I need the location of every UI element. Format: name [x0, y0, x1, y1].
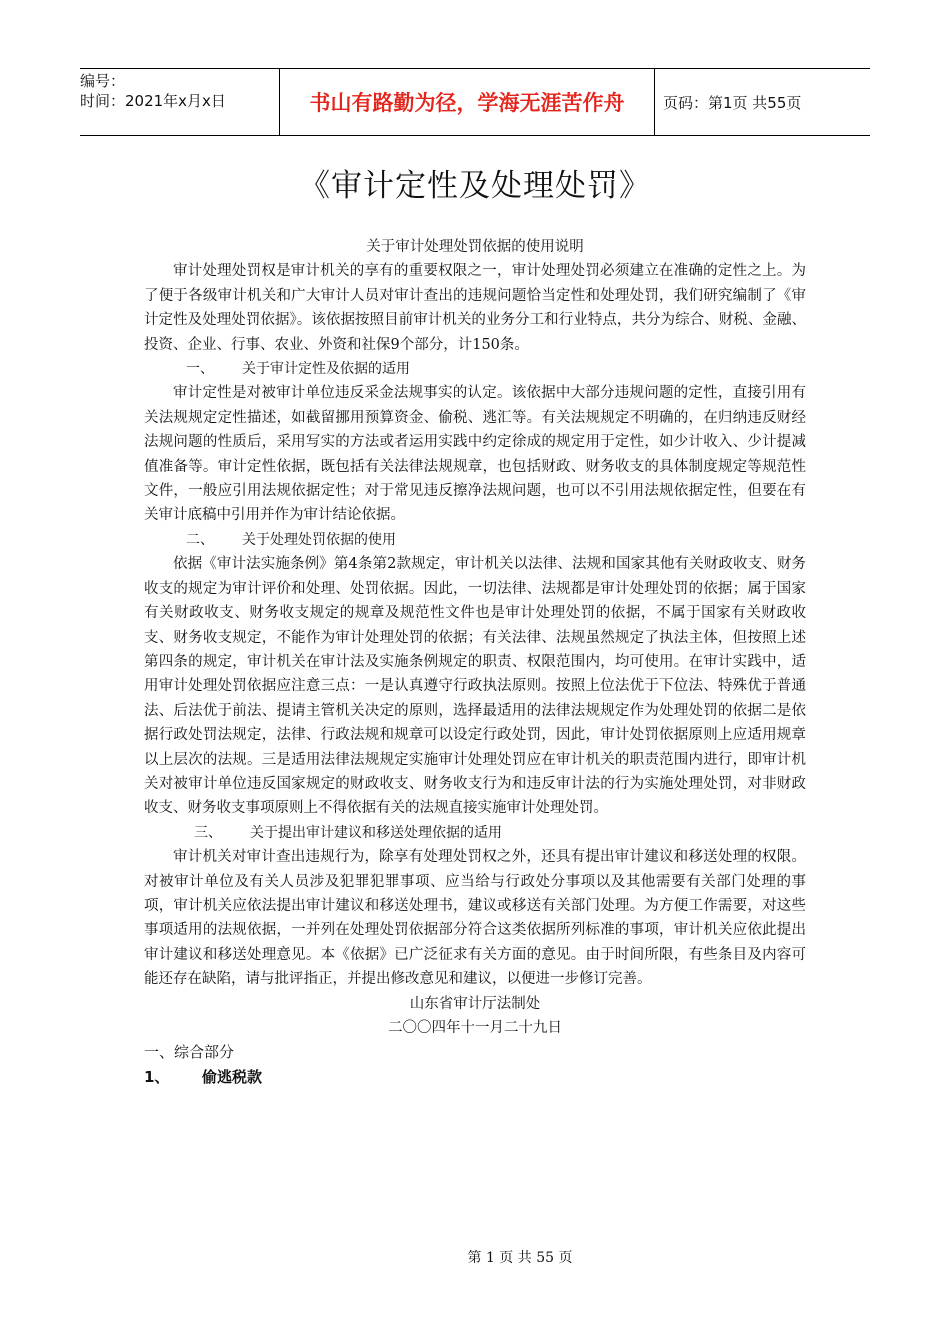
section-paragraph: 审计定性是对被审计单位违反采金法规事实的认定。该依据中大部分违规问题的定性，直接引用有关法规规定定性描述，如截留挪用预算资金、偷税、逃汇等。有关法规规定不明确的，在归纳违反财经法规问题的性质后，采用写实的方法或者运用实践中约定徐成的规定用于定性，如少计收入、少计提减值准备等。审计定性依据，既包括有关法律法规规章，也包括财政、财务收支的具体制度规定等规范性文件，一般应引用法规依据定性；对于常见违反擦净法规问题，也可以不引用法规依据定性，但要在有关审计底稿中引用并作为审计结论依据。 [144, 385, 806, 524]
item-number: 1、 [144, 1068, 170, 1087]
section-title: 关于审计定性及依据的适用 [242, 361, 410, 378]
page-footer: 第 1 页 共 55 页 [467, 1250, 573, 1266]
section-number: 二、 [186, 531, 214, 548]
header-left-cell [80, 69, 280, 135]
signature: 山东省审计厅法制处 [409, 995, 541, 1012]
part-heading: 一、综合部分 [144, 1043, 235, 1062]
header-table [80, 68, 870, 136]
page-info: 页码：第1页 共55页 [663, 93, 802, 112]
subtitle: 关于审计处理处罚依据的使用说明 [366, 239, 584, 255]
section-paragraph: 审计机关对审计查出违规行为，除享有处理处罚权之外，还具有提出审计建议和移送处理的权限。对被审计单位及有关人员涉及犯罪犯罪事项、应当给与行政处分事项以及其他需要有关部门处理的事项，审计机关应依法提出审计建议和移送处理书，建议或移送有关部门处理。为方便工作需要，对这些事项适用的法规依据，一并列在处理处罚依据部分符合这类依据所列标准的事项，审计机关应依此提出审计建议和移送处理意见。本《依据》已广泛征求有关方面的意见。由于时间所限，有些条目及内容可能还存在缺陷，请与批评指正，并提出修改意见和建议，以便进一步修订完善。 [144, 849, 806, 988]
section-heading [144, 528, 806, 552]
time-label: 时间：2021年x月x日 [80, 92, 226, 110]
section-heading [144, 821, 806, 845]
section-title: 关于处理处罚依据的使用 [242, 531, 396, 548]
intro-paragraph: 审计处理处罚权是审计机关的享有的重要权限之一，审计处理处罚必须建立在准确的定性之上。为了便于各级审计机关和广大审计人员对审计查出的违规问题恰当定性和处理处罚，我们研究编制了《审计定性及处理处罚依据》。该依据按照目前审计机关的业务分工和行业特点，共分为综合、财税、金融、投资、企业、行事、农业、外资和社保9个部分，计150条。 [144, 263, 806, 353]
section-number: 一、 [186, 361, 214, 378]
section-paragraph: 依据《审计法实施条例》第4条第2款规定，审计机关以法律、法规和国家其他有关财政收支、财务收支的规定为审计评价和处理、处罚依据。因此，一切法律、法规都是审计处理处罚的依据；属于国家有关财政收支、财务收支规定的规章及规范性文件也是审计处理处罚的依据，不属于国家有关财政收支、财务收支规定，不能作为审计处理处罚的依据；有关法律、法规虽然规定了执法主体，但按照上述第四条的规定，审计机关在审计法及实施条例规定的职责、权限范围内，均可使用。在审计实践中，适用审计处理处罚依据应注意三点：一是认真遵守行政执法原则。按照上位法优于下位法、特殊优于普通法、后法优于前法、提请主管机关决定的原则，选择最适用的法律法规规定作为处理处罚的依据二是依据行政处罚法规定，法律、行政法规和规章可以设定行政处罚，因此，审计处罚依据原则上应适用规章以上层次的法规。三是适用法律法规规定实施审计处理处罚应在审计机关的职责范围内进行，即审计机关对被审计单位违反国家规定的财政收支、财务收支行为和违反审计法的行为实施处理处罚，对非财政收支、财务收支事项原则上不得依据有关的法规直接实施审计处理处罚。 [144, 556, 806, 817]
motto: 书山有路勤为径，学海无涯苦作舟 [280, 69, 655, 135]
item-heading [144, 1064, 806, 1090]
document-body [144, 235, 806, 1090]
section-number: 三、 [194, 824, 222, 841]
date: 二〇〇四年十一月二十九日 [388, 1020, 562, 1036]
item-title: 偷逃税款 [202, 1068, 263, 1087]
section-title: 关于提出审计建议和移送处理依据的适用 [250, 824, 502, 841]
section-heading [144, 357, 806, 381]
document-title: 《审计定性及处理处罚》 [299, 168, 651, 204]
number-label: 编号： [80, 72, 126, 90]
